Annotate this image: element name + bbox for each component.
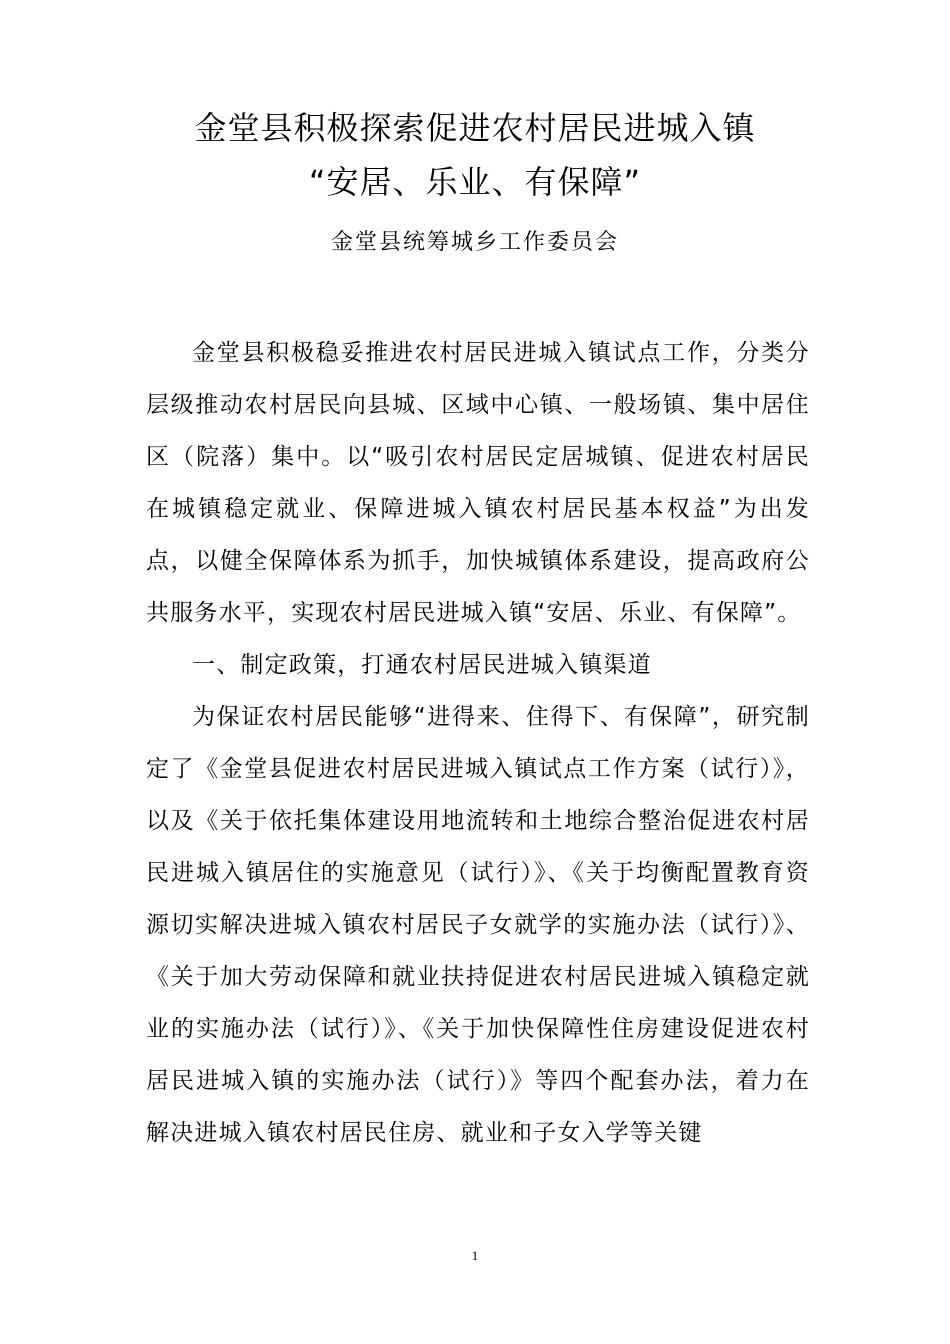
document-body (146, 327, 810, 1159)
document-title-line-1: 金堂县积极探索促进农村居民进城入镇 (194, 109, 756, 147)
document-author: 金堂县统筹城乡工作委员会 (330, 230, 619, 255)
paragraph-section-1: 为保证农村居民能够“进得来、住得下、有保障”，研究制定了《金堂县促进农村居民进城入镇试点工作方案（试行）》，以及《关于依托集体建设用地流转和土地综合整治促进农村居民进城入镇居住的实施意见（试行）》、《关于均衡配置教育资源切实解决进城入镇农村居民子女就学的实施办法（试行）》、《关于加大劳动保障和就业扶持促进农村居民进城入镇稳定就业的实施办法（试行）》、《关于加快保障性住房建设促进农村居民进城入镇的实施办法（试行）》等四个配套办法，着力在解决进城入镇农村居民住房、就业和子女入学等关键 (146, 704, 810, 1146)
page-number: 1 (471, 1248, 479, 1263)
paragraph-intro: 金堂县积极稳妥推进农村居民进城入镇试点工作，分类分层级推动农村居民向县城、区域中心镇、一般场镇、集中居住区（院落）集中。以“吸引农村居民定居城镇、促进农村居民在城镇稳定就业、保障进城入镇农村居民基本权益”为出发点，以健全保障体系为抓手，加快城镇体系建设，提高政府公共服务水平，实现农村居民进城入镇“安居、乐业、有保障”。 (146, 340, 810, 626)
section-heading-1: 一、制定政策，打通农村居民进城入镇渠道 (192, 652, 652, 678)
document-title-line-2: “安居、乐业、有保障” (308, 163, 642, 201)
